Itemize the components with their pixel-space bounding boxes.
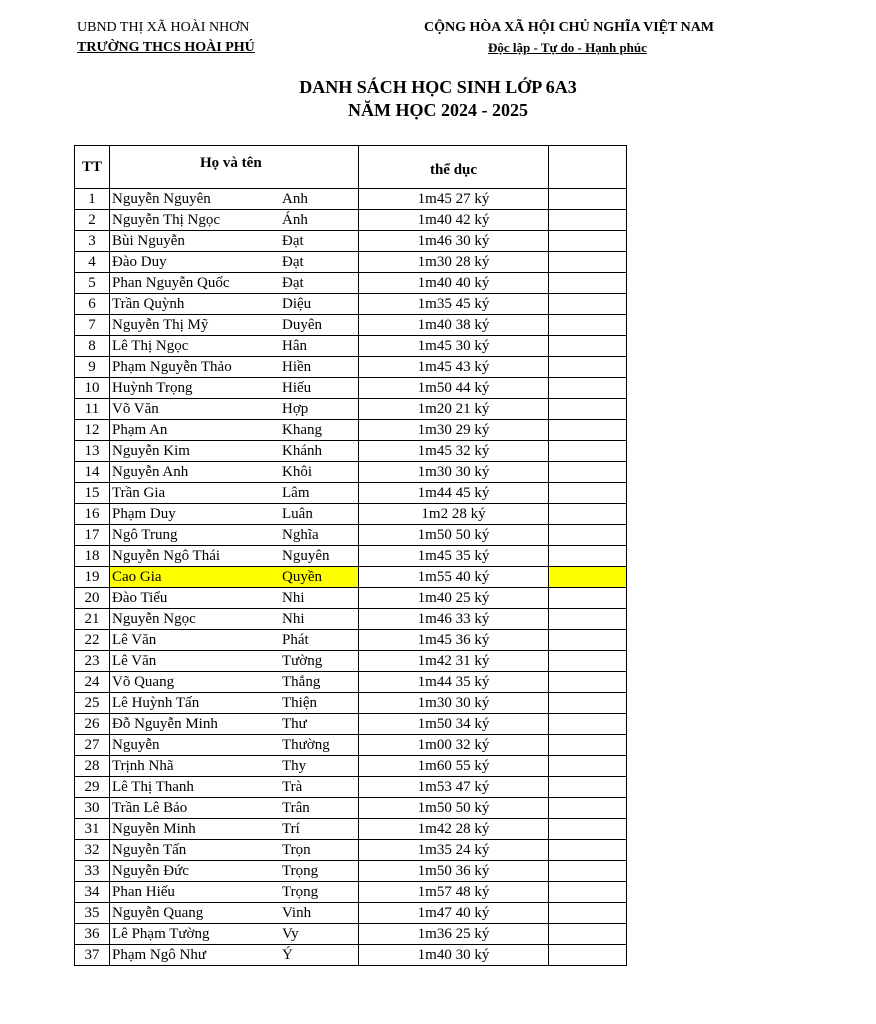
pe-measurement: 1m46 33 ký — [359, 609, 549, 630]
table-body — [75, 189, 627, 966]
student-name-cell — [110, 504, 359, 525]
extra-cell — [549, 735, 627, 756]
extra-cell — [549, 861, 627, 882]
pe-measurement: 1m45 43 ký — [359, 357, 549, 378]
pe-measurement: 1m2 28 ký — [359, 504, 549, 525]
pe-measurement: 1m46 30 ký — [359, 231, 549, 252]
extra-cell — [549, 588, 627, 609]
student-given-name: Thường — [282, 737, 330, 753]
student-name-cell — [110, 420, 359, 441]
pe-measurement: 1m60 55 ký — [359, 756, 549, 777]
student-surname: Lê Văn — [112, 632, 157, 648]
pe-measurement: 1m57 48 ký — [359, 882, 549, 903]
row-number: 16 — [75, 504, 110, 525]
student-surname: Nguyễn Tấn — [112, 842, 187, 858]
row-number: 33 — [75, 861, 110, 882]
student-given-name: Phát — [282, 632, 309, 648]
table-row — [75, 588, 627, 609]
student-given-name: Trọng — [282, 884, 319, 900]
pe-measurement: 1m44 45 ký — [359, 483, 549, 504]
student-given-name: Luân — [282, 506, 313, 522]
extra-cell — [549, 714, 627, 735]
extra-cell — [549, 777, 627, 798]
extra-cell — [549, 315, 627, 336]
student-name-cell — [110, 252, 359, 273]
extra-cell — [549, 525, 627, 546]
student-name-cell — [110, 861, 359, 882]
student-name-cell — [110, 210, 359, 231]
student-given-name: Thắng — [282, 674, 321, 690]
pe-measurement: 1m50 50 ký — [359, 525, 549, 546]
student-given-name: Nghĩa — [282, 527, 319, 543]
pe-measurement: 1m44 35 ký — [359, 672, 549, 693]
extra-cell — [549, 882, 627, 903]
table-row — [75, 567, 627, 588]
student-name-cell — [110, 546, 359, 567]
row-number: 20 — [75, 588, 110, 609]
row-number: 35 — [75, 903, 110, 924]
student-given-name: Trọn — [282, 842, 311, 858]
student-surname: Lê Huỳnh Tấn — [112, 695, 200, 711]
pe-measurement: 1m42 31 ký — [359, 651, 549, 672]
table-row — [75, 630, 627, 651]
column-header-pe — [359, 146, 549, 189]
school-year: NĂM HỌC 2024 - 2025 — [348, 100, 528, 120]
pe-measurement: 1m36 25 ký — [359, 924, 549, 945]
table-row — [75, 357, 627, 378]
pe-measurement: 1m35 45 ký — [359, 294, 549, 315]
row-number: 17 — [75, 525, 110, 546]
extra-cell — [549, 441, 627, 462]
student-surname: Đào Duy — [112, 254, 167, 270]
student-surname: Nguyễn Nguyên — [112, 191, 211, 207]
extra-cell — [549, 483, 627, 504]
student-name-cell — [110, 189, 359, 210]
table-row — [75, 420, 627, 441]
extra-cell — [549, 378, 627, 399]
extra-cell — [549, 840, 627, 861]
student-given-name: Hiếu — [282, 380, 312, 396]
row-number: 37 — [75, 945, 110, 966]
row-number: 8 — [75, 336, 110, 357]
row-number: 12 — [75, 420, 110, 441]
row-number: 31 — [75, 819, 110, 840]
table-row — [75, 273, 627, 294]
extra-cell — [549, 945, 627, 966]
pe-measurement: 1m35 24 ký — [359, 840, 549, 861]
student-surname: Trần Lê Bảo — [112, 800, 188, 816]
department-name: UBND THỊ XÃ HOÀI NHƠN — [77, 20, 250, 35]
student-name-cell — [110, 693, 359, 714]
table-row — [75, 252, 627, 273]
student-surname: Võ Quang — [112, 674, 175, 690]
table-row — [75, 777, 627, 798]
pe-measurement: 1m40 30 ký — [359, 945, 549, 966]
table-row — [75, 819, 627, 840]
table-row — [75, 378, 627, 399]
table-row — [75, 441, 627, 462]
row-number: 14 — [75, 462, 110, 483]
table-row — [75, 294, 627, 315]
table-row — [75, 483, 627, 504]
student-surname: Lê Văn — [112, 653, 157, 669]
table-row — [75, 714, 627, 735]
pe-measurement: 1m45 32 ký — [359, 441, 549, 462]
national-motto-line1: CỘNG HÒA XÃ HỘI CHỦ NGHĨA VIỆT NAM — [424, 20, 715, 35]
student-given-name: Nhi — [282, 611, 305, 627]
student-surname: Bùi Nguyễn — [112, 233, 185, 249]
table-row — [75, 462, 627, 483]
extra-cell — [549, 651, 627, 672]
student-given-name: Nguyên — [282, 548, 330, 564]
student-given-name: Thiện — [282, 695, 317, 711]
student-given-name: Quyền — [282, 569, 322, 585]
student-name-cell — [110, 798, 359, 819]
student-name-cell — [110, 315, 359, 336]
student-given-name: Trân — [282, 800, 310, 816]
student-surname: Đỗ Nguyễn Minh — [112, 716, 218, 732]
extra-cell — [549, 462, 627, 483]
table-row — [75, 336, 627, 357]
pe-measurement: 1m45 36 ký — [359, 630, 549, 651]
column-header-extra — [549, 146, 627, 189]
table-row — [75, 609, 627, 630]
row-number: 29 — [75, 777, 110, 798]
pe-measurement: 1m50 36 ký — [359, 861, 549, 882]
table-row — [75, 798, 627, 819]
row-number: 18 — [75, 546, 110, 567]
row-number: 3 — [75, 231, 110, 252]
national-motto-line2: Độc lập - Tự do - Hạnh phúc — [488, 40, 647, 55]
student-surname: Nguyễn Minh — [112, 821, 196, 837]
extra-cell — [549, 399, 627, 420]
pe-measurement: 1m40 40 ký — [359, 273, 549, 294]
extra-cell — [549, 252, 627, 273]
extra-cell — [549, 273, 627, 294]
student-given-name: Tường — [282, 653, 323, 669]
extra-cell — [549, 609, 627, 630]
student-table — [74, 145, 627, 966]
student-given-name: Anh — [282, 191, 308, 207]
student-given-name: Đạt — [282, 233, 304, 249]
table-row — [75, 945, 627, 966]
extra-cell — [549, 756, 627, 777]
column-header-tt: TT — [75, 146, 110, 189]
row-number: 11 — [75, 399, 110, 420]
student-surname: Võ Văn — [112, 401, 159, 417]
table-row — [75, 756, 627, 777]
extra-cell — [549, 693, 627, 714]
student-surname: Phạm Ngô Như — [112, 947, 206, 963]
row-number: 4 — [75, 252, 110, 273]
student-given-name: Lâm — [282, 485, 310, 501]
student-given-name: Vy — [282, 926, 299, 942]
pe-measurement: 1m45 30 ký — [359, 336, 549, 357]
student-name-cell — [110, 924, 359, 945]
student-name-cell — [110, 882, 359, 903]
student-surname: Trần Quỳnh — [112, 296, 185, 312]
student-surname: Nguyễn — [112, 737, 160, 753]
extra-cell — [549, 630, 627, 651]
student-surname: Nguyễn Ngọc — [112, 611, 196, 627]
pe-measurement: 1m53 47 ký — [359, 777, 549, 798]
row-number: 28 — [75, 756, 110, 777]
student-name-cell — [110, 945, 359, 966]
student-given-name: Đạt — [282, 254, 304, 270]
extra-cell — [549, 210, 627, 231]
student-name-cell — [110, 231, 359, 252]
student-name-cell — [110, 588, 359, 609]
extra-cell — [549, 798, 627, 819]
student-surname: Nguyễn Ngô Thái — [112, 548, 221, 564]
student-name-cell — [110, 714, 359, 735]
extra-cell — [549, 504, 627, 525]
student-given-name: Trí — [282, 821, 300, 837]
pe-measurement: 1m30 28 ký — [359, 252, 549, 273]
student-name-cell — [110, 756, 359, 777]
extra-cell — [549, 231, 627, 252]
school-name: TRƯỜNG THCS HOÀI PHÚ — [77, 40, 255, 55]
row-number: 25 — [75, 693, 110, 714]
student-surname: Lê Phạm Tường — [112, 926, 210, 942]
table-header-row — [75, 146, 627, 189]
student-surname: Lê Thị Ngọc — [112, 338, 189, 354]
extra-cell — [549, 819, 627, 840]
student-name-cell — [110, 441, 359, 462]
student-surname: Nguyễn Thị Mỹ — [112, 317, 209, 333]
student-name-cell — [110, 483, 359, 504]
student-given-name: Khang — [282, 422, 322, 438]
column-header-name-label: Họ và tên — [200, 155, 262, 171]
table-row — [75, 231, 627, 252]
student-name-cell — [110, 378, 359, 399]
row-number: 7 — [75, 315, 110, 336]
student-name-cell — [110, 567, 359, 588]
student-given-name: Nhi — [282, 590, 305, 606]
student-given-name: Trọng — [282, 863, 319, 879]
table-row — [75, 882, 627, 903]
pe-measurement: 1m47 40 ký — [359, 903, 549, 924]
row-number: 5 — [75, 273, 110, 294]
table-row — [75, 924, 627, 945]
student-surname: Nguyễn Kim — [112, 443, 190, 459]
student-name-cell — [110, 630, 359, 651]
student-name-cell — [110, 294, 359, 315]
row-number: 19 — [75, 567, 110, 588]
row-number: 13 — [75, 441, 110, 462]
student-surname: Nguyễn Đức — [112, 863, 189, 879]
extra-cell — [549, 924, 627, 945]
extra-cell — [549, 420, 627, 441]
extra-cell — [549, 357, 627, 378]
student-given-name: Diệu — [282, 296, 312, 312]
table-row — [75, 693, 627, 714]
student-name-cell — [110, 462, 359, 483]
pe-measurement: 1m40 25 ký — [359, 588, 549, 609]
row-number: 24 — [75, 672, 110, 693]
pe-measurement: 1m42 28 ký — [359, 819, 549, 840]
student-name-cell — [110, 399, 359, 420]
pe-measurement: 1m55 40 ký — [359, 567, 549, 588]
student-given-name: Đạt — [282, 275, 304, 291]
table-row — [75, 735, 627, 756]
pe-measurement: 1m50 50 ký — [359, 798, 549, 819]
pe-measurement: 1m20 21 ký — [359, 399, 549, 420]
student-given-name: Khôi — [282, 464, 312, 480]
row-number: 32 — [75, 840, 110, 861]
row-number: 27 — [75, 735, 110, 756]
pe-measurement: 1m00 32 ký — [359, 735, 549, 756]
table-row — [75, 504, 627, 525]
pe-measurement: 1m30 29 ký — [359, 420, 549, 441]
student-name-cell — [110, 840, 359, 861]
table-row — [75, 840, 627, 861]
row-number: 22 — [75, 630, 110, 651]
extra-cell — [549, 294, 627, 315]
pe-measurement: 1m50 44 ký — [359, 378, 549, 399]
table-row — [75, 315, 627, 336]
student-given-name: Duyên — [282, 317, 322, 333]
student-surname: Ngô Trung — [112, 527, 178, 543]
table-row — [75, 903, 627, 924]
student-surname: Lê Thị Thanh — [112, 779, 194, 795]
table-row — [75, 861, 627, 882]
document-title: DANH SÁCH HỌC SINH LỚP 6A3 — [299, 77, 577, 97]
student-given-name: Vinh — [282, 905, 312, 921]
student-surname: Nguyễn Thị Ngọc — [112, 212, 221, 228]
table-row — [75, 546, 627, 567]
student-name-cell — [110, 357, 359, 378]
student-name-cell — [110, 735, 359, 756]
pe-measurement: 1m30 30 ký — [359, 693, 549, 714]
student-name-cell — [110, 273, 359, 294]
student-name-cell — [110, 609, 359, 630]
row-number: 6 — [75, 294, 110, 315]
student-given-name: Ánh — [282, 212, 308, 228]
student-surname: Trần Gia — [112, 485, 166, 501]
student-surname: Phan Hiếu — [112, 884, 175, 900]
row-number: 36 — [75, 924, 110, 945]
extra-cell — [549, 546, 627, 567]
extra-cell — [549, 567, 627, 588]
table-row — [75, 651, 627, 672]
student-name-cell — [110, 651, 359, 672]
table-row — [75, 399, 627, 420]
row-number: 10 — [75, 378, 110, 399]
row-number: 30 — [75, 798, 110, 819]
table-row — [75, 189, 627, 210]
student-surname: Nguyễn Quang — [112, 905, 204, 921]
row-number: 1 — [75, 189, 110, 210]
column-header-pe-label: thể dục — [429, 162, 478, 178]
pe-measurement: 1m40 42 ký — [359, 210, 549, 231]
student-given-name: Ý — [282, 947, 293, 963]
student-surname: Trịnh Nhã — [112, 758, 174, 774]
extra-cell — [549, 336, 627, 357]
student-surname: Huỳnh Trọng — [112, 380, 193, 396]
student-surname: Cao Gia — [112, 569, 162, 585]
student-surname: Nguyễn Anh — [112, 464, 189, 480]
student-given-name: Khánh — [282, 443, 322, 459]
student-given-name: Trà — [282, 779, 303, 795]
student-surname: Phạm An — [112, 422, 168, 438]
pe-measurement: 1m50 34 ký — [359, 714, 549, 735]
row-number: 9 — [75, 357, 110, 378]
student-given-name: Hợp — [282, 401, 309, 417]
student-surname: Phan Nguyễn Quốc — [112, 275, 230, 291]
student-given-name: Thy — [282, 758, 307, 774]
table-row — [75, 672, 627, 693]
student-name-cell — [110, 336, 359, 357]
extra-cell — [549, 903, 627, 924]
table-row — [75, 210, 627, 231]
student-name-cell — [110, 777, 359, 798]
student-name-cell — [110, 819, 359, 840]
pe-measurement: 1m45 27 ký — [359, 189, 549, 210]
student-name-cell — [110, 525, 359, 546]
row-number: 2 — [75, 210, 110, 231]
row-number: 34 — [75, 882, 110, 903]
student-given-name: Thư — [282, 716, 307, 732]
row-number: 21 — [75, 609, 110, 630]
student-name-cell — [110, 903, 359, 924]
table-row — [75, 525, 627, 546]
student-surname: Phạm Nguyễn Thảo — [112, 359, 232, 375]
extra-cell — [549, 672, 627, 693]
extra-cell — [549, 189, 627, 210]
pe-measurement: 1m30 30 ký — [359, 462, 549, 483]
pe-measurement: 1m45 35 ký — [359, 546, 549, 567]
pe-measurement: 1m40 38 ký — [359, 315, 549, 336]
student-surname: Đào Tiểu — [112, 590, 168, 606]
row-number: 23 — [75, 651, 110, 672]
student-surname: Phạm Duy — [112, 506, 176, 522]
row-number: 26 — [75, 714, 110, 735]
student-given-name: Hiền — [282, 359, 312, 375]
row-number: 15 — [75, 483, 110, 504]
student-name-cell — [110, 672, 359, 693]
column-header-name — [110, 146, 359, 189]
student-given-name: Hân — [282, 338, 307, 354]
